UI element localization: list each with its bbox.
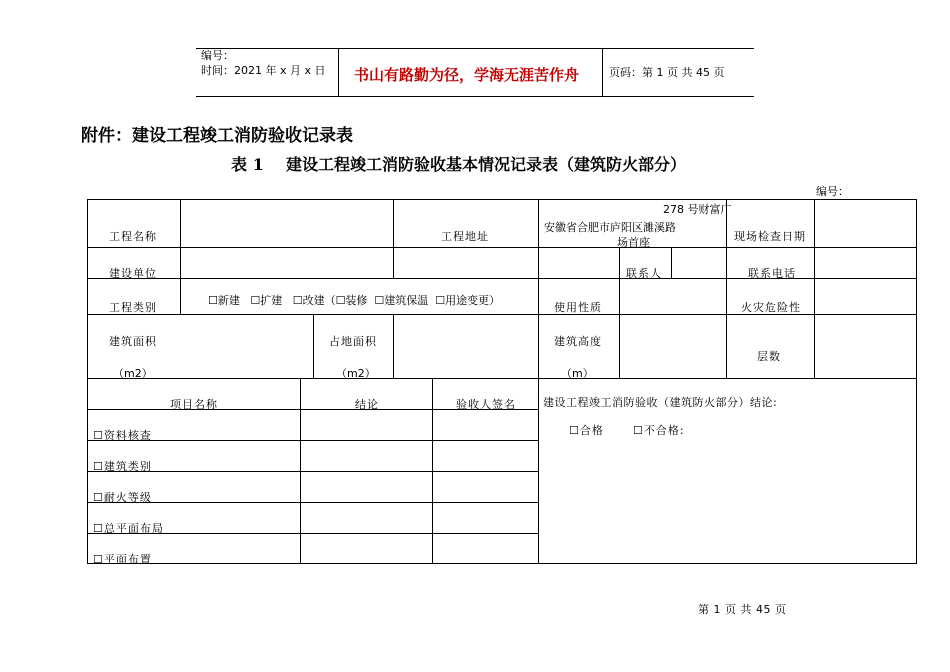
- contact-person-label: 联系人: [626, 267, 662, 280]
- inspection-date-field[interactable]: [815, 202, 915, 246]
- time-label: 时间：2021 年 x 月 x 日: [201, 64, 326, 77]
- item-site-layout[interactable]: ☐总平面布局: [93, 522, 164, 535]
- floors-label: 层数: [757, 350, 781, 363]
- building-height-label: 建筑高度: [554, 335, 602, 348]
- number-label: 编号：: [816, 185, 849, 198]
- land-area-label: 占地面积: [329, 335, 377, 348]
- project-address-label: 工程地址: [441, 230, 489, 243]
- item-floor-plan[interactable]: ☐平面布置: [93, 553, 152, 566]
- building-area-field[interactable]: [181, 316, 311, 376]
- project-type-label: 工程类别: [109, 301, 157, 314]
- project-type-options[interactable]: ☐新建 ☐扩建 ☐改建（☐装修 ☐建筑保温 ☐用途变更）: [208, 294, 501, 307]
- header-divider: [338, 49, 339, 96]
- fail-checkbox[interactable]: ☐不合格:: [633, 424, 685, 437]
- construction-unit-label: 建设单位: [109, 267, 157, 280]
- fire-hazard-label: 火灾危险性: [741, 301, 801, 314]
- overall-conclusion-label: 建设工程竣工消防验收（建筑防火部分）结论:: [543, 396, 778, 409]
- building-area-label: 建筑面积: [109, 335, 157, 348]
- usage-field[interactable]: [621, 280, 724, 312]
- motto-text: 书山有路勤为径，学海无涯苦作舟: [354, 66, 580, 84]
- building-height-unit: （m）: [561, 367, 594, 380]
- attachment-title: 附件：建设工程竣工消防验收记录表: [81, 126, 353, 146]
- usage-label: 使用性质: [554, 301, 602, 314]
- contact-phone-label: 联系电话: [748, 267, 796, 280]
- contact-phone-field[interactable]: [815, 248, 915, 276]
- construction-unit-field[interactable]: [181, 248, 391, 276]
- project-name-field[interactable]: [270, 202, 390, 246]
- pass-checkbox[interactable]: ☐合格: [569, 424, 604, 437]
- item-name-header: 项目名称: [170, 398, 218, 411]
- item-document-review[interactable]: ☐资料核查: [93, 429, 152, 442]
- land-area-unit: （m2）: [336, 367, 376, 380]
- table-title: 表 1 建设工程竣工消防验收基本情况记录表（建筑防火部分）: [231, 155, 686, 174]
- page-info: 页码：第 1 页 共 45 页: [609, 66, 725, 79]
- header-divider: [602, 49, 603, 96]
- project-name-label: 工程名称: [109, 230, 157, 243]
- building-area-unit: （m2）: [113, 367, 153, 380]
- land-area-field[interactable]: [394, 316, 536, 376]
- footer-page-number: 第 1 页 共 45 页: [698, 603, 787, 616]
- code-label: 编号：: [201, 49, 234, 62]
- item-fire-resistance-rating[interactable]: ☐耐火等级: [93, 491, 152, 504]
- project-address-line2: 安徽省合肥市庐阳区濉溪路: [544, 221, 676, 234]
- inspector-sign-header: 验收人签名: [456, 398, 516, 411]
- inspection-date-label: 现场检查日期: [734, 230, 806, 243]
- item-building-category[interactable]: ☐建筑类别: [93, 460, 152, 473]
- fire-hazard-field[interactable]: [815, 280, 915, 312]
- project-address-line3: 场首座: [617, 236, 650, 249]
- building-height-field[interactable]: [621, 316, 724, 376]
- conclusion-header: 结论: [355, 398, 379, 411]
- floors-field[interactable]: [815, 316, 915, 376]
- contact-person-field[interactable]: [672, 248, 724, 276]
- project-address-line1: 278 号财富广: [663, 203, 732, 216]
